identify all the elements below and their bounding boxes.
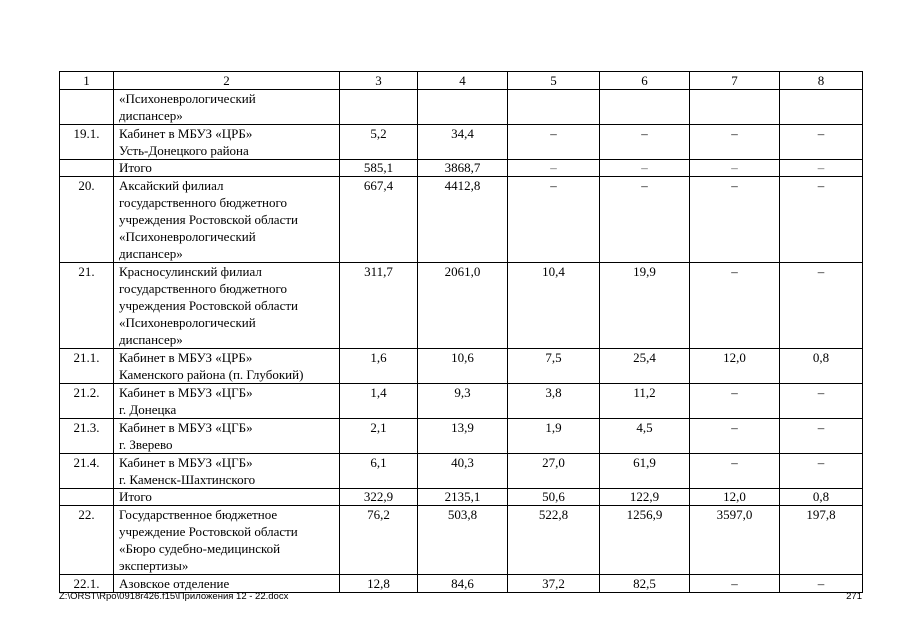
data-table <box>59 71 863 593</box>
value-cell: 2135,1 <box>418 489 508 506</box>
header-row <box>60 72 863 90</box>
value-cell: 1,4 <box>340 384 418 419</box>
value-cell: 10,6 <box>418 349 508 384</box>
value-cell: 0,8 <box>780 349 863 384</box>
value-cell: – <box>780 263 863 349</box>
value-cell: 4,5 <box>600 419 690 454</box>
value-cell: – <box>690 125 780 160</box>
value-cell: – <box>600 160 690 177</box>
value-cell: 12,8 <box>340 575 418 593</box>
header-cell: 1 <box>60 72 114 90</box>
value-cell: – <box>690 384 780 419</box>
value-cell <box>508 90 600 125</box>
value-cell: – <box>690 575 780 593</box>
row-number-cell: 19.1. <box>60 125 114 160</box>
value-cell: 19,9 <box>600 263 690 349</box>
value-cell: 1,9 <box>508 419 600 454</box>
table-row <box>60 384 863 419</box>
header-cell: 8 <box>780 72 863 90</box>
value-cell: 10,4 <box>508 263 600 349</box>
value-cell: 311,7 <box>340 263 418 349</box>
value-cell: – <box>780 419 863 454</box>
value-cell: – <box>780 454 863 489</box>
header-cell: 2 <box>114 72 340 90</box>
value-cell: – <box>600 177 690 263</box>
value-cell: – <box>690 419 780 454</box>
value-cell: 503,8 <box>418 506 508 575</box>
value-cell: – <box>508 177 600 263</box>
value-cell: – <box>690 177 780 263</box>
table-row <box>60 506 863 575</box>
value-cell: – <box>780 125 863 160</box>
row-number-cell: 22. <box>60 506 114 575</box>
value-cell: – <box>780 177 863 263</box>
row-name-cell: Аксайский филиал государственного бюджетного учреждения Ростовской области «Психоневрологический диспансер» <box>114 177 340 263</box>
row-name-cell: Итого <box>114 160 340 177</box>
row-number-cell: 21.2. <box>60 384 114 419</box>
row-number-cell <box>60 90 114 125</box>
row-number-cell: 21.4. <box>60 454 114 489</box>
value-cell: – <box>780 160 863 177</box>
value-cell: – <box>780 575 863 593</box>
value-cell: 667,4 <box>340 177 418 263</box>
value-cell <box>690 90 780 125</box>
value-cell: – <box>600 125 690 160</box>
page-number: 271 <box>846 591 862 602</box>
header-cell: 6 <box>600 72 690 90</box>
value-cell: – <box>780 384 863 419</box>
value-cell: 11,2 <box>600 384 690 419</box>
row-name-cell: Кабинет в МБУЗ «ЦГБ» г. Каменск-Шахтинского <box>114 454 340 489</box>
value-cell: 34,4 <box>418 125 508 160</box>
row-number-cell: 21. <box>60 263 114 349</box>
header-cell: 4 <box>418 72 508 90</box>
page-footer <box>59 591 862 605</box>
value-cell: 0,8 <box>780 489 863 506</box>
file-path: Z:\ORST\Rpo\0918r426.f15\Приложения 12 - 22.docx <box>59 591 289 602</box>
row-name-cell: Итого <box>114 489 340 506</box>
table-row <box>60 419 863 454</box>
value-cell: 40,3 <box>418 454 508 489</box>
value-cell: 50,6 <box>508 489 600 506</box>
row-name-cell: Кабинет в МБУЗ «ЦГБ» г. Донецка <box>114 384 340 419</box>
table-row <box>60 160 863 177</box>
table-row <box>60 454 863 489</box>
table-body <box>60 90 863 593</box>
value-cell: 84,6 <box>418 575 508 593</box>
value-cell: 5,2 <box>340 125 418 160</box>
value-cell: 82,5 <box>600 575 690 593</box>
value-cell: 7,5 <box>508 349 600 384</box>
table-row <box>60 263 863 349</box>
row-number-cell <box>60 160 114 177</box>
header-cell: 3 <box>340 72 418 90</box>
table-row <box>60 125 863 160</box>
value-cell: 12,0 <box>690 489 780 506</box>
value-cell: – <box>690 454 780 489</box>
row-number-cell: 20. <box>60 177 114 263</box>
value-cell <box>418 90 508 125</box>
header-cell: 7 <box>690 72 780 90</box>
value-cell: 3597,0 <box>690 506 780 575</box>
table-row <box>60 177 863 263</box>
value-cell: – <box>690 160 780 177</box>
value-cell: – <box>508 125 600 160</box>
value-cell: 61,9 <box>600 454 690 489</box>
row-name-cell: Кабинет в МБУЗ «ЦГБ» г. Зверево <box>114 419 340 454</box>
value-cell: – <box>690 263 780 349</box>
row-name-cell: Азовское отделение <box>114 575 340 593</box>
row-name-cell: Кабинет в МБУЗ «ЦРБ» Усть-Донецкого района <box>114 125 340 160</box>
value-cell: 322,9 <box>340 489 418 506</box>
value-cell: 2061,0 <box>418 263 508 349</box>
value-cell: 3,8 <box>508 384 600 419</box>
table-row <box>60 489 863 506</box>
value-cell: 522,8 <box>508 506 600 575</box>
table-row <box>60 90 863 125</box>
value-cell: 9,3 <box>418 384 508 419</box>
row-number-cell: 21.1. <box>60 349 114 384</box>
value-cell: 197,8 <box>780 506 863 575</box>
header-cell: 5 <box>508 72 600 90</box>
table-row <box>60 575 863 593</box>
value-cell <box>780 90 863 125</box>
table-row <box>60 349 863 384</box>
value-cell: 12,0 <box>690 349 780 384</box>
value-cell: 37,2 <box>508 575 600 593</box>
value-cell: 76,2 <box>340 506 418 575</box>
row-name-cell: Государственное бюджетное учреждение Ростовской области «Бюро судебно-медицинской экспертизы» <box>114 506 340 575</box>
row-name-cell: Красносулинский филиал государственного бюджетного учреждения Ростовской области «Психоневрологический диспансер» <box>114 263 340 349</box>
value-cell: 1256,9 <box>600 506 690 575</box>
row-number-cell <box>60 489 114 506</box>
value-cell: – <box>508 160 600 177</box>
value-cell: 25,4 <box>600 349 690 384</box>
row-name-cell: «Психоневрологический диспансер» <box>114 90 340 125</box>
value-cell: 4412,8 <box>418 177 508 263</box>
value-cell: 1,6 <box>340 349 418 384</box>
value-cell: 2,1 <box>340 419 418 454</box>
row-number-cell: 22.1. <box>60 575 114 593</box>
row-number-cell: 21.3. <box>60 419 114 454</box>
row-name-cell: Кабинет в МБУЗ «ЦРБ» Каменского района (п. Глубокий) <box>114 349 340 384</box>
value-cell: 122,9 <box>600 489 690 506</box>
value-cell: 585,1 <box>340 160 418 177</box>
value-cell: 27,0 <box>508 454 600 489</box>
value-cell: 6,1 <box>340 454 418 489</box>
value-cell: 13,9 <box>418 419 508 454</box>
value-cell <box>600 90 690 125</box>
value-cell: 3868,7 <box>418 160 508 177</box>
value-cell <box>340 90 418 125</box>
